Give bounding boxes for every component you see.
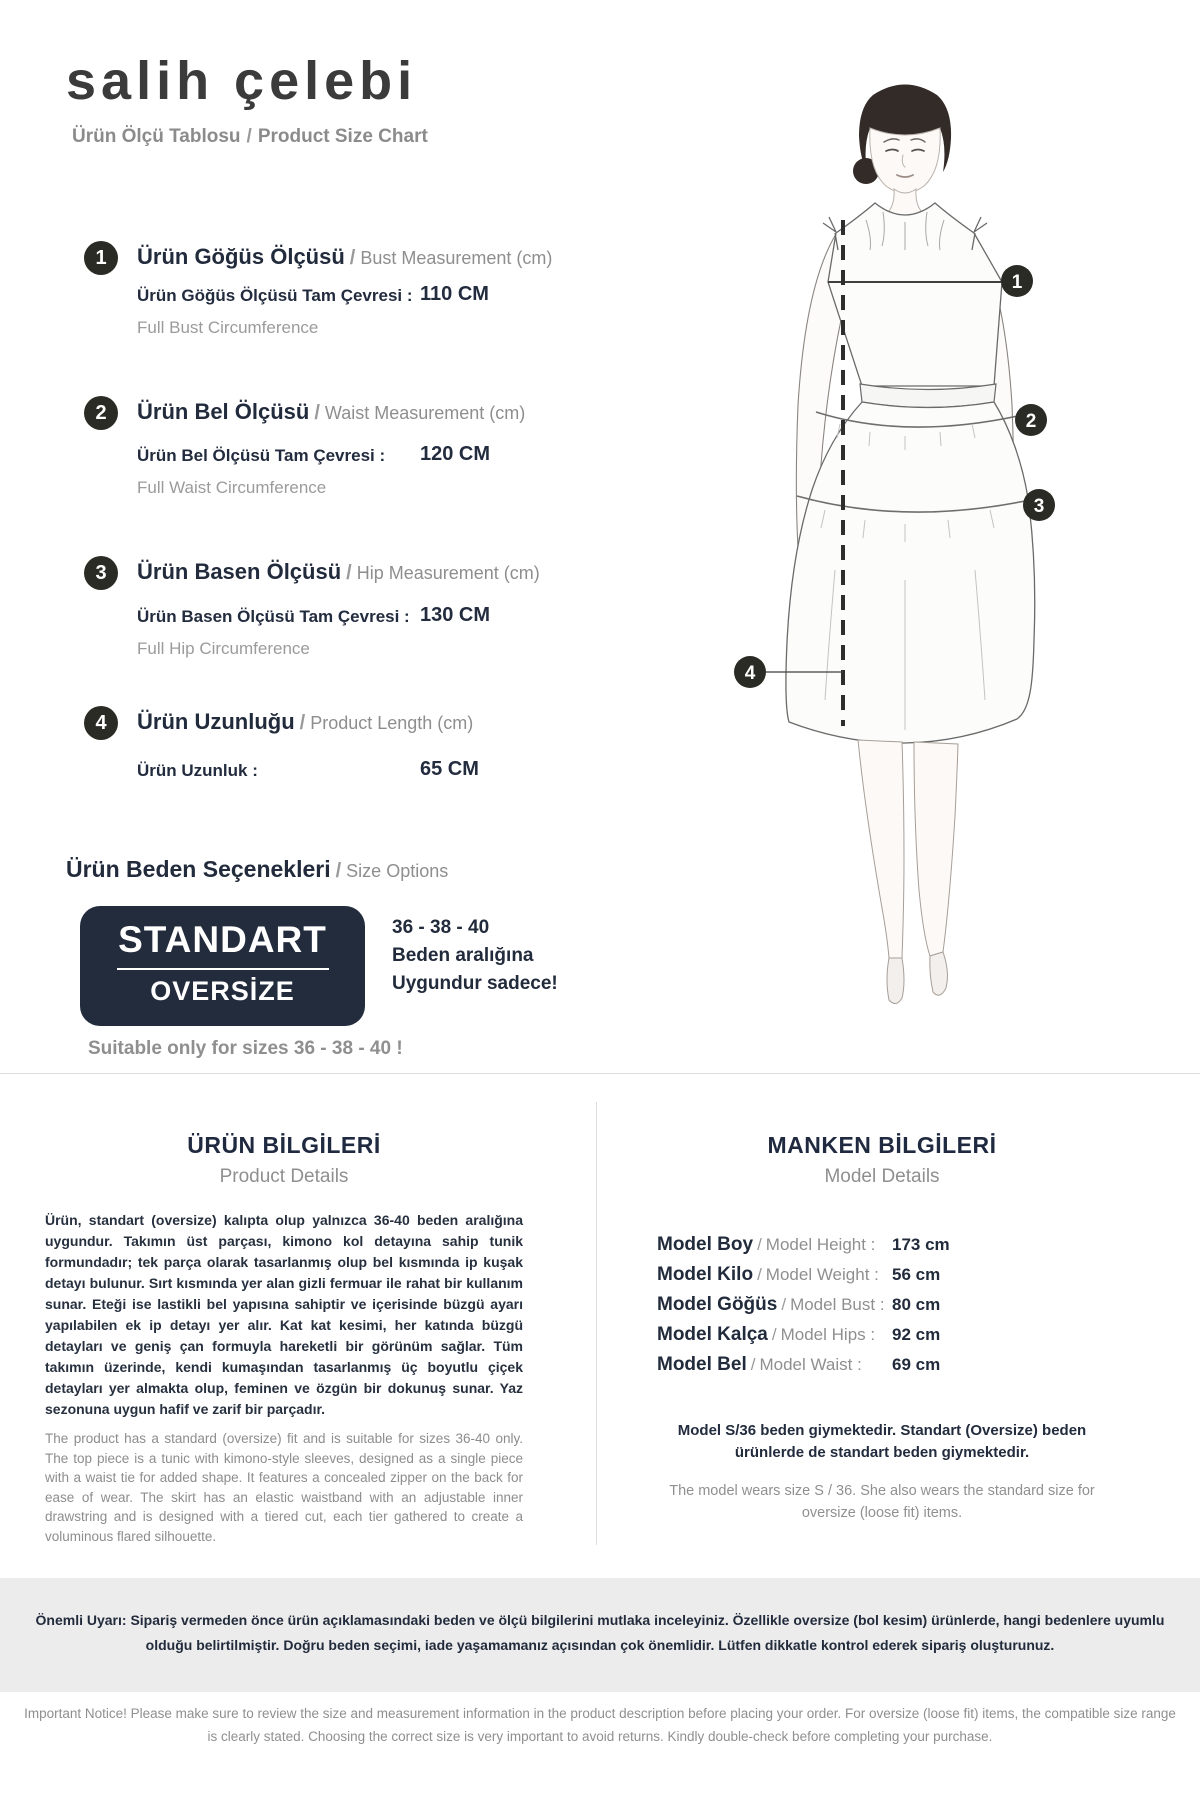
bust-title-tr: Ürün Göğüs Ölçüsü xyxy=(137,244,345,269)
model-details-heading-en: Model Details xyxy=(824,1166,940,1187)
waistband xyxy=(860,384,996,408)
size-options-heading-tr: Ürün Beden Seçenekleri xyxy=(66,856,331,882)
model-bust-label-tr: Model Göğüs xyxy=(657,1294,778,1315)
size-options-heading-en: Size Options xyxy=(346,861,449,881)
waist-title-tr: Ürün Bel Ölçüsü xyxy=(137,399,310,424)
svg-text:2: 2 xyxy=(1025,411,1037,432)
waist-title xyxy=(137,399,525,425)
right-leg xyxy=(914,742,958,956)
model-details-heading-tr: MANKEN BİLGİLERİ xyxy=(767,1132,997,1158)
slash-separator: / xyxy=(346,562,352,584)
marker-1-icon: 1 xyxy=(84,241,118,275)
waist-label-en: Full Waist Circumference xyxy=(137,478,327,497)
vertical-divider xyxy=(596,1102,597,1545)
slash-separator: / xyxy=(771,1325,777,1344)
waist-title-en: Waist Measurement (cm) xyxy=(324,403,526,423)
bust-label-tr: Ürün Göğüs Ölçüsü Tam Çevresi : xyxy=(137,286,413,305)
svg-text:3: 3 xyxy=(1033,496,1045,517)
size-range-line1: 36 - 38 - 40 xyxy=(392,917,490,938)
length-title xyxy=(137,709,473,735)
slash-separator: / xyxy=(781,1295,787,1314)
model-waist-label-en: Model Waist : xyxy=(759,1355,862,1374)
model-waist-label-tr: Model Bel xyxy=(657,1354,747,1375)
bust-title-en: Bust Measurement (cm) xyxy=(360,248,553,268)
length-title-tr: Ürün Uzunluğu xyxy=(137,709,295,734)
slash-separator: / xyxy=(246,126,252,147)
slash-separator: / xyxy=(750,1355,756,1374)
waist-label-tr: Ürün Bel Ölçüsü Tam Çevresi : xyxy=(137,446,386,465)
hip-value: 130 CM xyxy=(420,604,491,626)
model-bust-value: 80 cm xyxy=(892,1295,941,1314)
suitable-sizes-note: Suitable only for sizes 36 - 38 - 40 ! xyxy=(88,1038,403,1059)
slash-separator: / xyxy=(757,1235,762,1254)
size-range-note xyxy=(392,914,558,998)
size-options-heading xyxy=(66,856,448,883)
marker-3-icon: 3 xyxy=(84,556,118,590)
model-weight-label-tr: Model Kilo xyxy=(657,1264,754,1285)
model-weight-label-en: Model Weight : xyxy=(765,1265,879,1284)
figure-marker-1-icon xyxy=(1001,265,1033,297)
model-height-label-tr: Model Boy xyxy=(657,1234,754,1255)
product-details-heading-tr: ÜRÜN BİLGİLERİ xyxy=(187,1132,381,1158)
waist-value: 120 CM xyxy=(420,443,491,465)
slash-separator: / xyxy=(299,712,306,734)
model-details-section xyxy=(622,1132,1142,1524)
bust-title xyxy=(137,244,552,270)
model-measurements-list xyxy=(622,1234,1142,1384)
size-range-line3: Uygundur sadece! xyxy=(392,973,558,994)
important-notice-en-wrap xyxy=(0,1702,1200,1748)
model-waist-value: 69 cm xyxy=(892,1355,941,1374)
size-badge xyxy=(80,906,365,1026)
bust-label-en: Full Bust Circumference xyxy=(137,318,319,337)
model-weight-value: 56 cm xyxy=(892,1265,941,1284)
important-notice-band xyxy=(0,1578,1200,1692)
model-bust-row xyxy=(657,1294,1142,1324)
figure-marker-3-icon xyxy=(1023,489,1055,521)
slash-separator: / xyxy=(314,402,320,424)
product-details-body-en: The product has a standard (oversize) fit and is suitable for sizes 36-40 only. The top piece is a tunic with kimono-style sleeves, designed as a single piece with a waist tie for added shape. It features a concealed zipper on the back for ease of wear. The skirt has an elastic waistband with an adjustable inner drawstring and is designed with a tiered cut, each tier gathered to create a voluminous flared silhouette. xyxy=(45,1431,523,1544)
face xyxy=(870,128,940,193)
product-details-body-tr: Ürün, standart (oversize) kalıpta olup yalnızca 36-40 beden aralığına uygundur. Takımın üst parçası, kimono kol detayına sahip tunik formundadır; tek parça olarak tasarlanmış olup bel kısmında ip kuşak detayı bulunur. Sırt kısmında yer alan gizli fermuar ile rahat bir kullanım sunar. Eteği ise lastikli bel yapısına sahiptir ve içerisinde büzgü ayarı yapılabilen ek ip detayı yer alır. Kat kat kesimi, her katında büzgü detayları ve geniş çan formuyla hareketli bir görünüm sağlar. Tüm takımın üzerinde, kendi kumaşından tasarlanmış üç boyutlu çiçek detayları yer almakta olup, feminen ve özgün bir dokunuş sunar. Yaz sezonuna uygun hafif ve zarif bir parçadır. xyxy=(45,1212,523,1417)
figure-marker-4-icon xyxy=(734,656,766,688)
model-illustration xyxy=(700,50,1080,1050)
hip-title-en: Hip Measurement (cm) xyxy=(356,563,540,583)
model-height-row xyxy=(657,1234,1142,1264)
model-hips-label-en: Model Hips : xyxy=(780,1325,876,1344)
model-weight-row xyxy=(657,1264,1142,1294)
hip-label-tr: Ürün Basen Ölçüsü Tam Çevresi : xyxy=(137,607,410,626)
hip-title-tr: Ürün Basen Ölçüsü xyxy=(137,559,342,584)
important-notice-en: Important Notice! Please make sure to review the size and measurement information in the product description before placing your order. For oversize (loose fit) items, the compatible size range is clearly stated. Choosing the correct size is very important to avoid returns. Kindly double-check before completing your purchase. xyxy=(24,1706,1176,1744)
length-label-tr: Ürün Uzunluk : xyxy=(137,761,258,780)
marker-4-icon: 4 xyxy=(84,706,118,740)
badge-divider xyxy=(117,968,329,970)
hip-label-en: Full Hip Circumference xyxy=(137,639,310,658)
length-value: 65 CM xyxy=(420,758,479,780)
product-details-heading-en: Product Details xyxy=(219,1166,349,1187)
size-badge-oversize: OVERSİZE xyxy=(150,976,295,1006)
size-range-line2: Beden aralığına xyxy=(392,945,534,966)
product-details-section xyxy=(45,1132,523,1546)
model-bust-label-en: Model Bust : xyxy=(790,1295,885,1314)
model-waist-row xyxy=(657,1354,1142,1384)
left-leg xyxy=(858,740,904,958)
horizontal-divider xyxy=(0,1073,1200,1074)
model-height-label-en: Model Height : xyxy=(765,1235,876,1254)
model-hips-row xyxy=(657,1324,1142,1354)
svg-text:4: 4 xyxy=(744,663,756,684)
svg-text:1: 1 xyxy=(1011,272,1023,293)
model-size-note-tr: Model S/36 beden giymektedir. Standart (Oversize) beden ürünlerde de standart beden giymektedir. xyxy=(677,1422,1087,1461)
brand-logo: salih çelebi xyxy=(66,51,418,111)
model-size-note-en: The model wears size S / 36. She also wears the standard size for oversize (loose fit) items. xyxy=(669,1483,1095,1521)
dress-skirt xyxy=(786,402,1035,743)
figure-marker-2-icon xyxy=(1015,404,1047,436)
model-hips-label-tr: Model Kalça xyxy=(657,1324,768,1345)
page-title-en: Product Size Chart xyxy=(257,126,428,147)
page-title xyxy=(72,126,428,148)
neck xyxy=(889,189,921,216)
length-title-en: Product Length (cm) xyxy=(310,713,474,733)
model-hips-value: 92 cm xyxy=(892,1325,941,1344)
important-notice-tr: Önemli Uyarı: Sipariş vermeden önce ürün açıklamasındaki beden ve ölçü bilgilerini mutlaka inceleyiniz. Özellikle oversize (bol kesim) ürünlerde, hangi bedenlere uyumlu olduğu belirtilmiştir. Doğru beden seçimi, iade yaşamamanız açısından çok önemlidir. Lütfen dikkatle kontrol ederek sipariş oluşturunuz. xyxy=(35,1612,1165,1653)
slash-separator: / xyxy=(757,1265,762,1284)
page-title-tr: Ürün Ölçü Tablosu xyxy=(72,126,241,147)
slash-separator: / xyxy=(335,860,342,882)
left-shoe xyxy=(887,958,904,1004)
hip-title xyxy=(137,559,540,585)
model-height-value: 173 cm xyxy=(892,1235,950,1254)
bust-value: 110 CM xyxy=(420,283,489,305)
right-shoe xyxy=(930,952,948,995)
slash-separator: / xyxy=(349,247,356,269)
size-badge-standart: STANDART xyxy=(118,919,327,960)
marker-2-icon: 2 xyxy=(84,396,118,430)
